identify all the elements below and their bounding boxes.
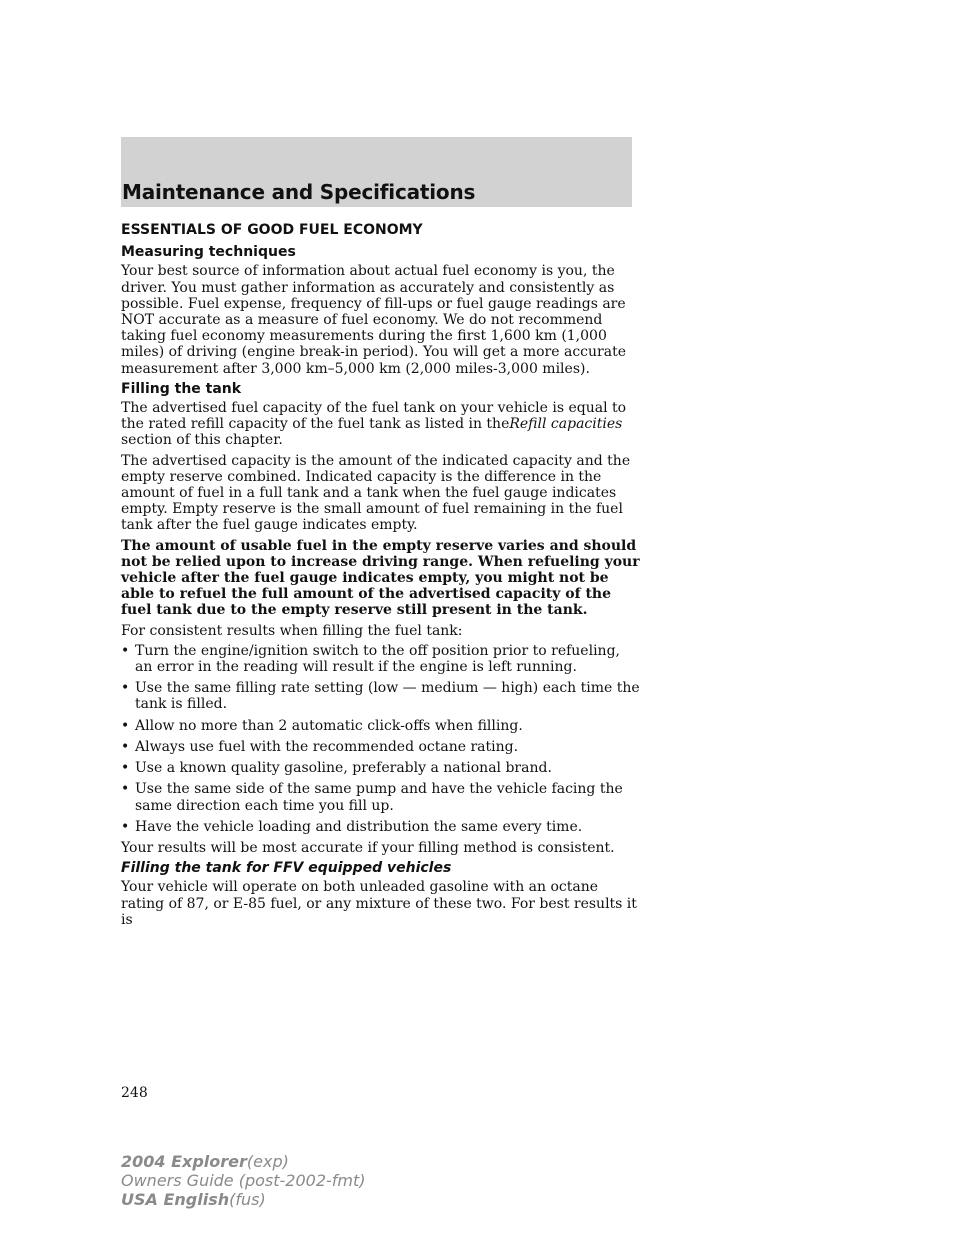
paragraph-ffv: Your vehicle will operate on both unleaded gasoline with an octane rating of 87, or E-85 fuel, or any mixture of these two. For best results it is xyxy=(121,879,637,928)
list-item-text: Use a known quality gasoline, preferably a national brand. xyxy=(135,760,552,777)
bullet-icon: • xyxy=(121,818,130,835)
footer-model-code: (exp) xyxy=(246,1152,289,1171)
bullet-icon: • xyxy=(121,760,130,777)
bullet-icon: • xyxy=(121,642,130,659)
filling-p1-before: The advertised fuel capacity of the fuel tank on your vehicle is equal to the rated refill capacity of the fuel tank as listed in the xyxy=(121,400,627,433)
footer-language-code: (fus) xyxy=(229,1190,266,1209)
document-footer xyxy=(121,1152,366,1209)
bullet-icon: • xyxy=(121,738,130,755)
bullet-icon: • xyxy=(121,781,130,798)
footer-line-guide: Owners Guide (post-2002-fmt) xyxy=(121,1171,366,1190)
list-item-text: Use the same filling rate setting (low — medium — high) each time the tank is filled. xyxy=(135,680,640,713)
list-item xyxy=(121,739,641,755)
subheading-filling: Filling the tank xyxy=(121,380,242,397)
footer-line-language xyxy=(121,1190,366,1209)
page-title: Maintenance and Specifications xyxy=(122,180,476,204)
footer-language: USA English xyxy=(121,1190,230,1209)
list-item xyxy=(121,643,641,675)
bullet-icon: • xyxy=(121,717,130,734)
list-item xyxy=(121,819,641,835)
filling-tips-list xyxy=(121,643,641,835)
list-item xyxy=(121,680,641,712)
list-intro: For consistent results when filling the fuel tank: xyxy=(121,622,463,639)
subheading-measuring: Measuring techniques xyxy=(121,244,296,261)
paragraph-filling-capacity xyxy=(121,400,641,449)
paragraph-measuring: Your best source of information about actual fuel economy is you, the driver. You must gather information as accurately and consistently as possible. Fuel expense, frequency of fill-ups or fuel gauge readings are NOT accurate as a measure of fuel economy. We do not recommend taking fuel economy measurements during the first 1,600 km (1,000 miles) of driving (engine break-in period). You will get a more accurate measurement after 3,000 km–5,000 km (2,000 miles-3,000 miles). xyxy=(121,263,626,377)
list-item xyxy=(121,718,641,734)
footer-line-model xyxy=(121,1152,366,1171)
footer-model: 2004 Explorer xyxy=(121,1152,247,1171)
list-item xyxy=(121,781,641,813)
list-item-text: Always use fuel with the recommended octane rating. xyxy=(135,738,519,755)
filling-p1-after: section of this chapter. xyxy=(121,432,283,449)
page-content xyxy=(121,222,641,932)
list-item-text: Have the vehicle loading and distribution the same every time. xyxy=(135,818,583,835)
page-number: 248 xyxy=(121,1085,148,1101)
list-item-text: Use the same side of the same pump and have the vehicle facing the same direction each time you fill up. xyxy=(135,781,623,814)
list-item xyxy=(121,760,641,776)
list-item-text: Turn the engine/ignition switch to the off position prior to refueling, an error in the reading will result if the engine is left running. xyxy=(135,642,620,676)
refill-capacities-reference: Refill capacities xyxy=(509,416,623,433)
empty-reserve-warning: The amount of usable fuel in the empty reserve varies and should not be relied upon to increase driving range. When refueling your vehicle after the fuel gauge indicates empty, you might not be able to refuel the full amount of the advertised capacity of the fuel tank due to the empty reserve still present in the tank. xyxy=(121,537,640,619)
section-heading: ESSENTIALS OF GOOD FUEL ECONOMY xyxy=(121,222,423,238)
bullet-icon: • xyxy=(121,680,130,697)
subheading-ffv: Filling the tank for FFV equipped vehicles xyxy=(121,860,452,877)
list-item-text: Allow no more than 2 automatic click-offs when filling. xyxy=(135,717,523,734)
paragraph-advertised-capacity: The advertised capacity is the amount of the indicated capacity and the empty reserve combined. Indicated capacity is the difference in the amount of fuel in a full tank and a tank when the fuel gauge indicates empty. Empty reserve is the small amount of fuel remaining in the fuel tank after the fuel gauge indicates empty. xyxy=(121,452,631,534)
paragraph-conclusion: Your results will be most accurate if your filling method is consistent. xyxy=(121,839,615,856)
